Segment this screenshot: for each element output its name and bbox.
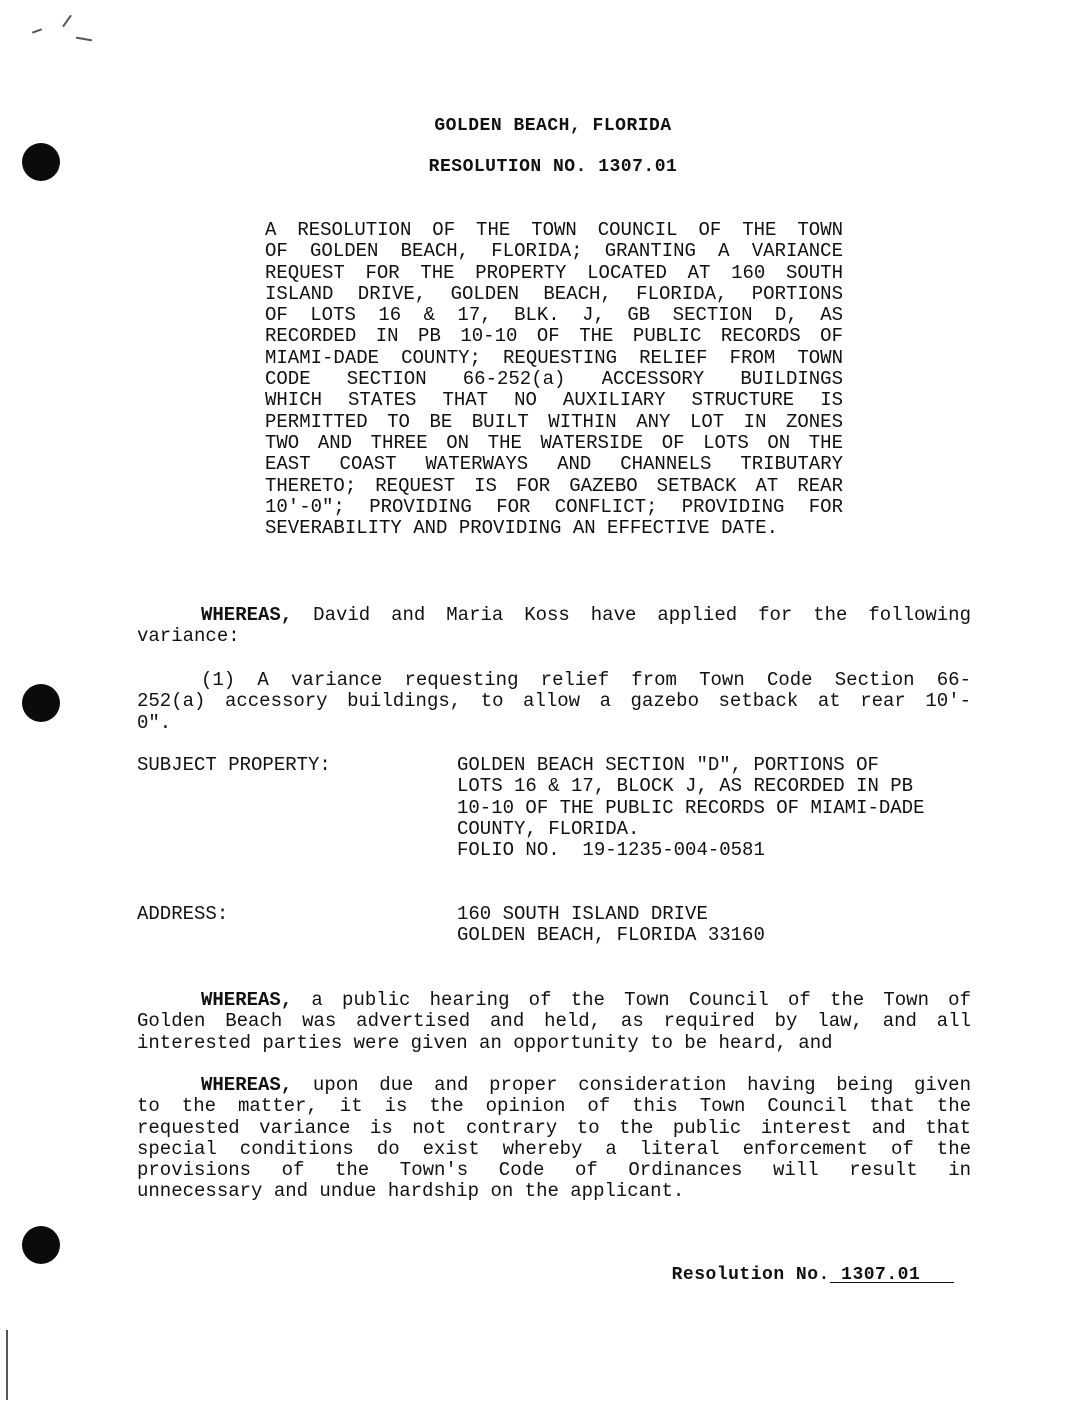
subject-property-description bbox=[457, 755, 971, 861]
abstract-line: PERMITTED TO BE BUILT WITHIN ANY LOT IN ZONES bbox=[265, 410, 843, 433]
whereas-keyword: WHEREAS, bbox=[201, 604, 293, 626]
abstract-line: A RESOLUTION OF THE TOWN COUNCIL OF THE TOWN bbox=[265, 219, 843, 241]
scan-mark bbox=[6, 1330, 8, 1400]
abstract-line: SEVERABILITY AND PROVIDING AN EFFECTIVE DATE. bbox=[265, 517, 779, 540]
address-label: ADDRESS: bbox=[137, 903, 229, 925]
whereas-consideration-paragraph bbox=[137, 1075, 971, 1203]
paragraph-line: to the matter, it is the opinion of this Town Council that the bbox=[137, 1095, 971, 1118]
whereas-keyword: WHEREAS, bbox=[201, 1074, 293, 1096]
paragraph-line: Golden Beach was advertised and held, as required by law, and all bbox=[137, 1010, 971, 1033]
address-line: GOLDEN BEACH, FLORIDA 33160 bbox=[457, 924, 765, 947]
footer-label: Resolution No. bbox=[671, 1265, 830, 1285]
property-line: COUNTY, FLORIDA. bbox=[457, 817, 640, 840]
resolution-abstract bbox=[265, 220, 843, 539]
whereas-hearing-paragraph bbox=[137, 990, 971, 1054]
paragraph-line: variance: bbox=[137, 625, 240, 648]
address-value bbox=[457, 904, 971, 947]
variance-item-1 bbox=[137, 670, 971, 734]
subject-property-label: SUBJECT PROPERTY: bbox=[137, 754, 331, 776]
whereas-applicants-paragraph bbox=[137, 605, 971, 648]
abstract-line: WHICH STATES THAT NO AUXILIARY STRUCTURE IS bbox=[265, 389, 843, 412]
abstract-line: 10'-0"; PROVIDING FOR CONFLICT; PROVIDING FOR bbox=[265, 495, 843, 518]
abstract-line: TWO AND THREE ON THE WATERSIDE OF LOTS ON THE bbox=[265, 431, 843, 454]
property-line: LOTS 16 & 17, BLOCK J, AS RECORDED IN PB bbox=[457, 775, 914, 798]
paragraph-line: 0". bbox=[137, 711, 172, 734]
abstract-line: ISLAND DRIVE, GOLDEN BEACH, FLORIDA, PORTIONS bbox=[265, 282, 843, 305]
document-town-heading: GOLDEN BEACH, FLORIDA bbox=[434, 116, 672, 136]
punch-hole-middle bbox=[22, 684, 60, 722]
paragraph-line: unnecessary and undue hardship on the applicant. bbox=[137, 1180, 685, 1203]
address-line: 160 SOUTH ISLAND DRIVE bbox=[457, 903, 708, 925]
abstract-line: THERETO; REQUEST IS FOR GAZEBO SETBACK AT REAR bbox=[265, 474, 843, 497]
footer-value: 1307.01 bbox=[841, 1265, 921, 1285]
scan-mark bbox=[32, 28, 42, 33]
property-line: GOLDEN BEACH SECTION "D", PORTIONS OF bbox=[457, 754, 879, 776]
abstract-line: OF GOLDEN BEACH, FLORIDA; GRANTING A VARIANCE bbox=[265, 240, 843, 263]
abstract-line: RECORDED IN PB 10-10 OF THE PUBLIC RECORDS OF bbox=[265, 325, 843, 348]
paragraph-line: (1) A variance requesting relief from Town Code Section 66- bbox=[201, 669, 971, 691]
abstract-line: CODE SECTION 66-252(a) ACCESSORY BUILDINGS bbox=[265, 368, 843, 391]
paragraph-line: WHEREAS, a public hearing of the Town Council of the Town of bbox=[201, 989, 971, 1011]
folio-number: FOLIO NO. 19-1235-004-0581 bbox=[457, 839, 765, 862]
abstract-line: REQUEST FOR THE PROPERTY LOCATED AT 160 SOUTH bbox=[265, 261, 843, 284]
paragraph-line: provisions of the Town's Code of Ordinances will result in bbox=[137, 1159, 971, 1182]
paragraph-line: special conditions do exist whereby a literal enforcement of the bbox=[137, 1137, 971, 1160]
paragraph-line: requested variance is not contrary to the public interest and that bbox=[137, 1116, 971, 1139]
punch-hole-bottom bbox=[22, 1226, 60, 1264]
footer-resolution-number bbox=[649, 1244, 954, 1286]
scan-mark bbox=[76, 37, 92, 42]
abstract-line: MIAMI-DADE COUNTY; REQUESTING RELIEF FROM TOWN bbox=[265, 346, 843, 369]
whereas-keyword: WHEREAS, bbox=[201, 989, 293, 1011]
paragraph-line: WHEREAS, David and Maria Koss have applied for the following bbox=[201, 604, 971, 626]
scan-mark bbox=[62, 15, 72, 28]
resolution-number-heading: RESOLUTION NO. 1307.01 bbox=[428, 157, 678, 177]
abstract-line: EAST COAST WATERWAYS AND CHANNELS TRIBUTARY bbox=[265, 453, 843, 476]
property-line: 10-10 OF THE PUBLIC RECORDS OF MIAMI-DADE bbox=[457, 796, 925, 819]
abstract-line: OF LOTS 16 & 17, BLK. J, GB SECTION D, AS bbox=[265, 304, 843, 327]
paragraph-line: 252(a) accessory buildings, to allow a gazebo setback at rear 10'- bbox=[137, 690, 971, 713]
paragraph-line: interested parties were given an opportunity to be heard, and bbox=[137, 1031, 833, 1054]
paragraph-line: WHEREAS, upon due and proper consideration having being given bbox=[201, 1074, 971, 1096]
